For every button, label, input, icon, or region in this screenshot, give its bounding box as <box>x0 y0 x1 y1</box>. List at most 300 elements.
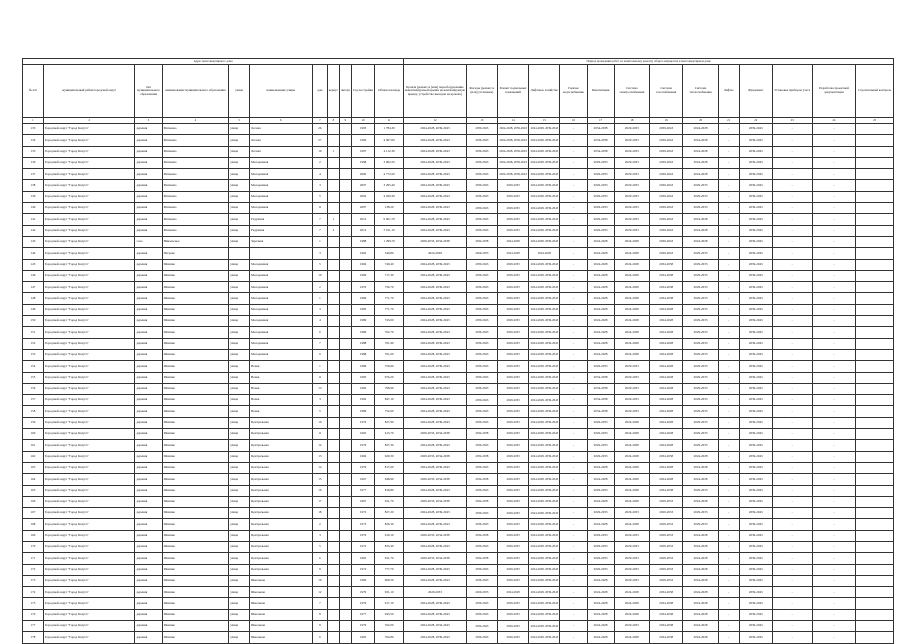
basement-cell: 2029-2033 <box>497 485 528 496</box>
gas-cell: 2029-2033 <box>650 508 683 519</box>
house-cell: 7 <box>312 225 328 236</box>
electricity-cell: 2029-2033 <box>614 621 649 632</box>
street-name-cell: Центральная <box>250 417 313 428</box>
facade-cell: 2039-2043 <box>466 157 497 168</box>
elevator-facility-cell: 2024-2028, 2039-2043 <box>529 259 560 270</box>
table-row <box>23 191 894 202</box>
hot-water-cell: - <box>560 124 587 135</box>
settlement-name-cell: Матвеево <box>162 180 229 191</box>
construction-control-cell <box>856 293 894 304</box>
street-name-cell: Центральная <box>250 519 313 530</box>
foundation-cell: 2039-2043 <box>739 632 772 643</box>
basement-cell: 2029-2033 <box>497 406 528 417</box>
design-docs-cell: - <box>812 304 856 315</box>
table-row <box>23 304 894 315</box>
building-cell <box>328 496 339 507</box>
street-type-cell: улица <box>229 191 250 202</box>
elevator-facility-cell: 2024-2028, 2039-2043 <box>529 135 560 146</box>
design-docs-cell: - <box>812 327 856 338</box>
settlement-type-cell: деревня <box>135 383 162 394</box>
sewage-cell: 2024-2028 <box>587 519 614 530</box>
street-type-cell: улица <box>229 530 250 541</box>
electricity-cell: 2029-2033 <box>614 372 649 383</box>
basement-cell: 2029-2033 <box>497 474 528 485</box>
electricity-cell: 2024-2028 <box>614 440 649 451</box>
house-cell: 19 <box>312 146 328 157</box>
letter-cell <box>339 575 352 586</box>
hot-water-cell: - <box>560 259 587 270</box>
foundation-cell: 2039-2043 <box>739 564 772 575</box>
sewage-cell: 2024-2028 <box>587 496 614 507</box>
sewage-cell: 2024-2028 <box>587 293 614 304</box>
year-built-cell: 1966 <box>352 451 375 462</box>
gas-cell: 2034-2038 <box>650 587 683 598</box>
design-docs-cell: - <box>812 248 856 259</box>
basement-cell: 2029-2033 <box>497 327 528 338</box>
foundation-cell: 2039-2043 <box>739 248 772 259</box>
settlement-type-cell: деревня <box>135 417 162 428</box>
settlement-type-cell: деревня <box>135 474 162 485</box>
total-area-cell: 833,40 <box>375 541 404 552</box>
street-name-cell: Молодежная <box>250 327 313 338</box>
meters-cell: - <box>772 575 812 586</box>
total-area-cell: 817,60 <box>375 462 404 473</box>
district-cell: Городской округ "Город Калуга" <box>43 236 135 247</box>
construction-control-cell <box>856 575 894 586</box>
column-header: литера <box>339 65 352 118</box>
heating-cell: 2024-2028 <box>683 496 718 507</box>
foundation-cell: 2039-2043 <box>739 530 772 541</box>
street-name-cell: Новая <box>250 406 313 417</box>
building-cell <box>328 191 339 202</box>
hot-water-cell: - <box>560 440 587 451</box>
total-area-cell: 826,30 <box>375 519 404 530</box>
meters-cell: - <box>772 259 812 270</box>
facade-cell: 2029-2033 <box>466 587 497 598</box>
street-type-cell: улица <box>229 429 250 440</box>
foundation-cell: 2039-2043 <box>739 338 772 349</box>
gas-cell: 2034-2038 <box>650 598 683 609</box>
sewage-cell: 2029-2033 <box>587 541 614 552</box>
building-cell <box>328 383 339 394</box>
meters-cell: - <box>772 451 812 462</box>
electricity-cell: 2024-2028 <box>614 609 649 620</box>
settlement-name-cell: Шопино <box>162 395 229 406</box>
meters-cell: - <box>772 553 812 564</box>
electricity-cell: 2024-2028 <box>614 349 649 360</box>
settlement-name-cell: Матвеево <box>162 157 229 168</box>
electricity-cell: 2024-2028 <box>614 632 649 643</box>
gas-cell: 2024-2028 <box>650 417 683 428</box>
roof-cell: 2024-2028, 2039-2043 <box>404 293 467 304</box>
elevator-facility-cell: 2024-2028, 2039-2043 <box>529 496 560 507</box>
gas-cell: 2024-2028 <box>650 429 683 440</box>
settlement-name-cell: Шопино <box>162 327 229 338</box>
settlement-name-cell: Шопино <box>162 338 229 349</box>
construction-control-cell <box>856 632 894 643</box>
elevator-facility-cell: 2024-2028, 2039-2043 <box>529 293 560 304</box>
meters-cell: - <box>772 191 812 202</box>
total-area-cell: 762,70 <box>375 327 404 338</box>
electricity-cell: 2024-2028 <box>614 316 649 327</box>
works-group-header: Период проведения работ по капитальному ремонту общего имущества в многоквартирном доме <box>404 59 894 65</box>
elevator-facility-cell: 2024-2028, 2039-2043 <box>529 462 560 473</box>
settlement-type-cell: деревня <box>135 146 162 157</box>
letter-cell <box>339 248 352 259</box>
roof-cell: 2029-2033, 2034-2038 <box>404 236 467 247</box>
district-cell: Городской округ "Город Калуга" <box>43 361 135 372</box>
facade-cell: 2039-2043 <box>466 225 497 236</box>
elevators-cell: - <box>718 598 739 609</box>
heating-cell: 2024-2028 <box>683 598 718 609</box>
street-name-cell: Центральная <box>250 429 313 440</box>
row-number: 159 <box>23 417 44 428</box>
house-cell: 9 <box>312 564 328 575</box>
hot-water-cell: - <box>560 316 587 327</box>
basement-cell: 2029-2033 <box>497 282 528 293</box>
row-number: 133 <box>23 124 44 135</box>
year-built-cell: 2012 <box>352 225 375 236</box>
basement-cell: 2024-2028 <box>497 587 528 598</box>
building-cell <box>328 236 339 247</box>
gas-cell: 2039-2043 <box>650 124 683 135</box>
facade-cell: 2039-2043 <box>466 146 497 157</box>
hot-water-cell: - <box>560 598 587 609</box>
street-type-cell: улица <box>229 609 250 620</box>
facade-cell: 2039-2043 <box>466 135 497 146</box>
table-row <box>23 541 894 552</box>
street-name-cell: Молодежная <box>250 349 313 360</box>
construction-control-cell <box>856 225 894 236</box>
year-built-cell: 1973 <box>352 519 375 530</box>
total-area-cell: 631,70 <box>375 553 404 564</box>
heating-cell: 2029-2033 <box>683 191 718 202</box>
basement-cell: 2029-2033 <box>497 519 528 530</box>
year-built-cell: 1965 <box>352 429 375 440</box>
roof-cell: 2024-2028, 2039-2043 <box>404 598 467 609</box>
foundation-cell: 2039-2043 <box>739 383 772 394</box>
letter-cell <box>339 259 352 270</box>
settlement-name-cell: Матвеево <box>162 225 229 236</box>
settlement-type-cell: деревня <box>135 349 162 360</box>
house-cell: 5 <box>312 259 328 270</box>
street-type-cell: улица <box>229 621 250 632</box>
sewage-cell: 2024-2028 <box>587 270 614 281</box>
column-header: Система электроснабжения <box>614 65 649 118</box>
facade-cell: 2039-2043 <box>466 485 497 496</box>
meters-cell: - <box>772 270 812 281</box>
street-type-cell: улица <box>229 225 250 236</box>
letter-cell <box>339 508 352 519</box>
house-cell: 10 <box>312 270 328 281</box>
row-number: 171 <box>23 553 44 564</box>
street-name-cell: Центральная <box>250 485 313 496</box>
basement-cell: 2029-2033 <box>497 462 528 473</box>
roof-cell: 2024-2028, 2039-2043 <box>404 157 467 168</box>
electricity-cell: 2029-2033 <box>614 135 649 146</box>
total-area-cell: 764,80 <box>375 632 404 643</box>
foundation-cell: 2039-2043 <box>739 304 772 315</box>
basement-cell: 2029-2033 <box>497 203 528 214</box>
elevators-cell: - <box>718 338 739 349</box>
electricity-cell: 2024-2028 <box>614 270 649 281</box>
design-docs-cell: - <box>812 259 856 270</box>
district-cell: Городской округ "Город Калуга" <box>43 338 135 349</box>
design-docs-cell: - <box>812 474 856 485</box>
street-type-cell: улица <box>229 214 250 225</box>
street-name-cell: Молодежная <box>250 169 313 180</box>
heating-cell: 2024-2028 <box>683 451 718 462</box>
settlement-name-cell: Шопино <box>162 270 229 281</box>
house-cell: 13 <box>312 451 328 462</box>
row-number: 164 <box>23 474 44 485</box>
hot-water-cell: - <box>560 462 587 473</box>
building-cell <box>328 248 339 259</box>
street-name-cell: Лесная <box>250 135 313 146</box>
construction-control-cell <box>856 124 894 135</box>
design-docs-cell: - <box>812 485 856 496</box>
facade-cell: 2034-2043 <box>466 621 497 632</box>
total-area-cell: 4 112,30 <box>375 146 404 157</box>
total-area-cell: 752,60 <box>375 406 404 417</box>
total-area-cell: 619,10 <box>375 530 404 541</box>
facade-cell: 2039-2043 <box>466 598 497 609</box>
building-cell: 1 <box>328 146 339 157</box>
gas-cell: 2039-2043 <box>650 135 683 146</box>
year-built-cell: 1965 <box>352 632 375 643</box>
roof-cell: 2024-2028, 2039-2043 <box>404 406 467 417</box>
construction-control-cell <box>856 474 894 485</box>
elevators-cell: - <box>718 146 739 157</box>
basement-cell: 2029-2033 <box>497 293 528 304</box>
foundation-cell: 2039-2043 <box>739 157 772 168</box>
construction-control-cell <box>856 282 894 293</box>
construction-control-cell <box>856 598 894 609</box>
basement-cell: 2029-2033 <box>497 338 528 349</box>
year-built-cell: 1969 <box>352 575 375 586</box>
letter-cell <box>339 135 352 146</box>
letter-cell <box>339 236 352 247</box>
district-cell: Городской округ "Город Калуга" <box>43 282 135 293</box>
year-built-cell: 1970 <box>352 282 375 293</box>
gas-cell: 2024-2028 <box>650 304 683 315</box>
heating-cell: 2029-2033 <box>683 361 718 372</box>
hot-water-cell: - <box>560 282 587 293</box>
roof-cell: 2029-2033, 2034-2038 <box>404 553 467 564</box>
foundation-cell: 2039-2043 <box>739 587 772 598</box>
elevators-cell: - <box>718 609 739 620</box>
settlement-type-cell: деревня <box>135 508 162 519</box>
basement-cell: 2024-2028 <box>497 248 528 259</box>
hot-water-cell: - <box>560 214 587 225</box>
year-built-cell: 1995 <box>352 372 375 383</box>
year-built-cell: 1977 <box>352 485 375 496</box>
settlement-type-cell: деревня <box>135 575 162 586</box>
basement-cell: 2029-2033 <box>497 214 528 225</box>
district-cell: Городской округ "Город Калуга" <box>43 383 135 394</box>
settlement-name-cell: Шопино <box>162 451 229 462</box>
elevator-facility-cell: 2024-2028, 2039-2043 <box>529 519 560 530</box>
column-number: 13 <box>466 118 497 124</box>
column-header: Год постройки <box>352 65 375 118</box>
electricity-cell: 2024-2028 <box>614 327 649 338</box>
table-row <box>23 338 894 349</box>
sewage-cell: 2024-2028 <box>587 248 614 259</box>
house-cell: 1 <box>312 361 328 372</box>
district-cell: Городской округ "Город Калуга" <box>43 124 135 135</box>
settlement-name-cell: Матвеево <box>162 214 229 225</box>
electricity-cell: 2024-2028 <box>614 429 649 440</box>
building-cell <box>328 621 339 632</box>
elevator-facility-cell: 2024-2028, 2039-2043 <box>529 180 560 191</box>
settlement-name-cell: Шопино <box>162 564 229 575</box>
hot-water-cell: - <box>560 553 587 564</box>
construction-control-cell <box>856 259 894 270</box>
letter-cell <box>339 440 352 451</box>
design-docs-cell: - <box>812 236 856 247</box>
electricity-cell: 2024-2028 <box>614 248 649 259</box>
elevator-facility-cell: 2024-2028, 2039-2043 <box>529 575 560 586</box>
basement-cell: 2029-2033 <box>497 259 528 270</box>
settlement-name-cell: Шопино <box>162 587 229 598</box>
basement-cell: 2029-2033 <box>497 191 528 202</box>
street-type-cell: улица <box>229 236 250 247</box>
district-cell: Городской округ "Город Калуга" <box>43 406 135 417</box>
row-number: 144 <box>23 248 44 259</box>
design-docs-cell: - <box>812 541 856 552</box>
design-docs-cell: - <box>812 587 856 598</box>
settlement-type-cell: деревня <box>135 541 162 552</box>
facade-cell: 2039-2043 <box>466 383 497 394</box>
settlement-type-cell: деревня <box>135 270 162 281</box>
facade-cell: 2039-2043 <box>466 203 497 214</box>
meters-cell: - <box>772 541 812 552</box>
table-row <box>23 553 894 564</box>
elevator-facility-cell: 2024-2028, 2039-2043 <box>529 169 560 180</box>
district-cell: Городской округ "Город Калуга" <box>43 530 135 541</box>
roof-cell: 2024-2028, 2039-2043 <box>404 383 467 394</box>
basement-cell: 2029-2033 <box>497 451 528 462</box>
heating-cell: 2029-2033 <box>683 180 718 191</box>
street-name-cell: Центральная <box>250 530 313 541</box>
street-name-cell: Лесная <box>250 146 313 157</box>
row-number: 145 <box>23 259 44 270</box>
elevators-cell: - <box>718 203 739 214</box>
column-number: 18 <box>614 118 649 124</box>
district-cell: Городской округ "Город Калуга" <box>43 575 135 586</box>
hot-water-cell: - <box>560 621 587 632</box>
year-built-cell: 2012 <box>352 214 375 225</box>
column-number: 12 <box>404 118 467 124</box>
row-number: 165 <box>23 485 44 496</box>
letter-cell <box>339 349 352 360</box>
hot-water-cell: - <box>560 169 587 180</box>
year-built-cell: 2007 <box>352 203 375 214</box>
letter-cell <box>339 462 352 473</box>
column-number: 5 <box>229 118 250 124</box>
district-cell: Городской округ "Город Калуга" <box>43 587 135 598</box>
row-number: 157 <box>23 395 44 406</box>
settlement-type-cell: деревня <box>135 609 162 620</box>
district-cell: Городской округ "Город Калуга" <box>43 485 135 496</box>
house-cell: 27 <box>312 135 328 146</box>
street-name-cell: Молодежная <box>250 304 313 315</box>
settlement-name-cell: Шопино <box>162 541 229 552</box>
settlement-type-cell: деревня <box>135 496 162 507</box>
design-docs-cell: - <box>812 361 856 372</box>
district-cell: Городской округ "Город Калуга" <box>43 519 135 530</box>
construction-control-cell <box>856 135 894 146</box>
facade-cell: 2039-2043 <box>466 293 497 304</box>
total-area-cell: 9 601,70 <box>375 214 404 225</box>
elevators-cell: - <box>718 621 739 632</box>
total-area-cell: 917,10 <box>375 598 404 609</box>
column-number: 4 <box>162 118 229 124</box>
basement-cell: 2029-2033 <box>497 361 528 372</box>
elevator-facility-cell: 2024-2028, 2039-2043 <box>529 124 560 135</box>
table-row <box>23 259 894 270</box>
sewage-cell: 2024-2028 <box>587 632 614 643</box>
elevator-facility-cell: 2024-2028, 2039-2043 <box>529 553 560 564</box>
foundation-cell: 2039-2043 <box>739 372 772 383</box>
row-number: 155 <box>23 372 44 383</box>
settlement-type-cell: деревня <box>135 191 162 202</box>
meters-cell: - <box>772 395 812 406</box>
roof-cell: 2024-2028, 2039-2043 <box>404 564 467 575</box>
settlement-name-cell: Шопино <box>162 349 229 360</box>
hot-water-cell: - <box>560 270 587 281</box>
year-built-cell: 1976 <box>352 417 375 428</box>
street-type-cell: улица <box>229 587 250 598</box>
basement-cell: 2029-2033 <box>497 395 528 406</box>
table-row <box>23 429 894 440</box>
settlement-type-cell: деревня <box>135 462 162 473</box>
house-cell: 10 <box>312 575 328 586</box>
column-number: 9 <box>339 118 352 124</box>
street-name-cell: Центральная <box>250 564 313 575</box>
total-area-cell: 759,90 <box>375 361 404 372</box>
construction-control-cell <box>856 180 894 191</box>
total-area-cell: 4 772,50 <box>375 169 404 180</box>
heating-cell: 2029-2033 <box>683 203 718 214</box>
column-number: 25 <box>856 118 894 124</box>
total-area-cell: 629,30 <box>375 451 404 462</box>
design-docs-cell: - <box>812 553 856 564</box>
letter-cell <box>339 474 352 485</box>
hot-water-cell: - <box>560 293 587 304</box>
design-docs-cell: - <box>812 508 856 519</box>
building-cell <box>328 338 339 349</box>
heating-cell: 2029-2033 <box>683 349 718 360</box>
elevator-facility-cell: 2024-2028, 2039-2043 <box>529 609 560 620</box>
street-type-cell: улица <box>229 327 250 338</box>
letter-cell <box>339 530 352 541</box>
settlement-type-cell: деревня <box>135 248 162 259</box>
house-cell: 8 <box>312 609 328 620</box>
settlement-type-cell: село <box>135 236 162 247</box>
settlement-type-cell: деревня <box>135 157 162 168</box>
electricity-cell: 2029-2033 <box>614 564 649 575</box>
design-docs-cell: - <box>812 180 856 191</box>
total-area-cell: 349,80 <box>375 248 404 259</box>
total-area-cell: 761,90 <box>375 338 404 349</box>
table-row <box>23 327 894 338</box>
facade-cell: 2039-2043 <box>466 316 497 327</box>
sewage-cell: 2029-2033 <box>587 203 614 214</box>
foundation-cell: 2039-2043 <box>739 417 772 428</box>
letter-cell <box>339 609 352 620</box>
construction-control-cell <box>856 541 894 552</box>
